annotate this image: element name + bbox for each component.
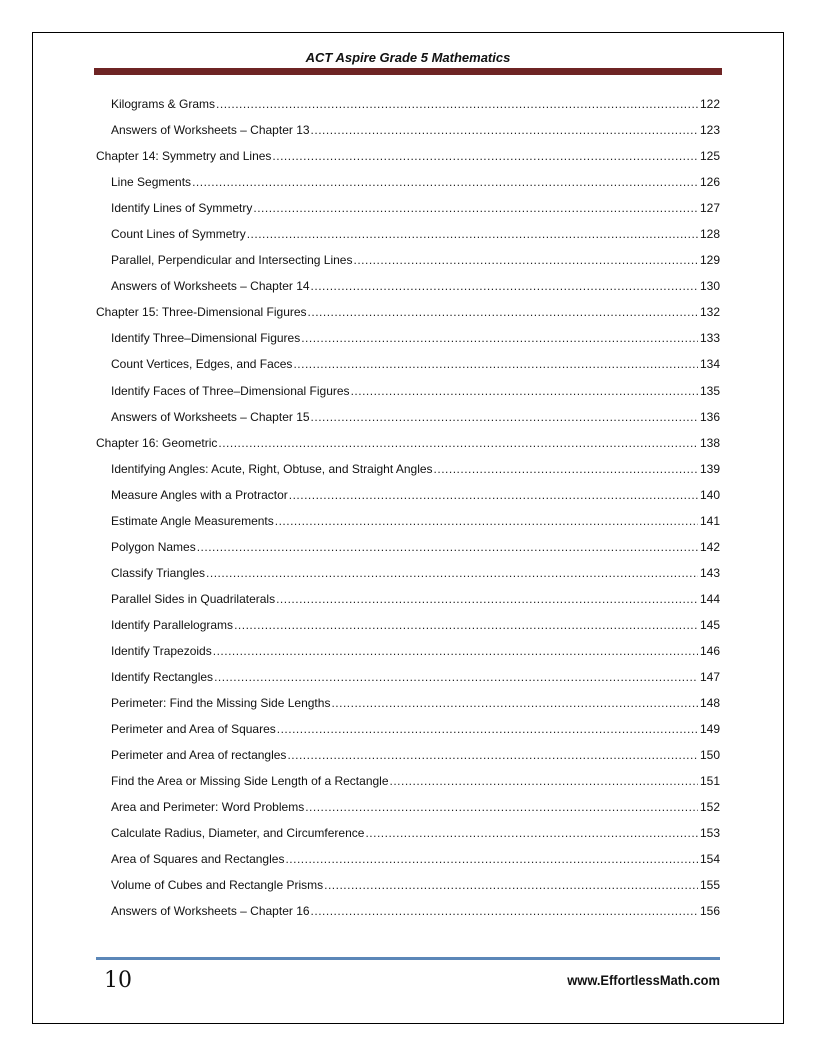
toc-entry-page: 127: [699, 201, 720, 216]
toc-entry-title: Perimeter and Area of Squares: [111, 722, 276, 737]
dot-leader: [197, 534, 698, 560]
toc-entry: [96, 768, 720, 794]
toc-entry-page: 147: [699, 670, 720, 685]
dot-leader: [324, 872, 698, 898]
dot-leader: [331, 690, 698, 716]
toc-entry-title: Answers of Worksheets – Chapter 15: [111, 409, 310, 424]
toc-entry: [96, 612, 720, 638]
toc-entry: [96, 456, 720, 482]
dot-leader: [272, 143, 698, 169]
dot-leader: [311, 117, 698, 143]
dot-leader: [218, 430, 698, 456]
toc-entry-page: 151: [699, 774, 720, 789]
toc-entry-page: 144: [699, 591, 720, 606]
toc-entry: [96, 404, 720, 430]
dot-leader: [390, 768, 698, 794]
toc-entry: [96, 794, 720, 820]
toc-entry: [96, 482, 720, 508]
toc-entry-title: Area of Squares and Rectangles: [111, 852, 285, 867]
toc-entry-title: Chapter 15: Three-Dimensional Figures: [96, 305, 307, 320]
header-rule: [94, 68, 722, 75]
toc-entry-page: 126: [699, 175, 720, 190]
dot-leader: [289, 482, 698, 508]
website-url: www.EffortlessMath.com: [567, 972, 720, 988]
toc-entry-page: 123: [699, 123, 720, 138]
dot-leader: [285, 846, 698, 872]
toc-entry-page: 156: [699, 904, 720, 919]
dot-leader: [275, 508, 698, 534]
toc-entry: [96, 638, 720, 664]
toc-entry-page: 140: [699, 487, 720, 502]
toc-entry: [96, 742, 720, 768]
toc-entry-title: Count Lines of Symmetry: [111, 227, 246, 242]
toc-entry-page: 129: [699, 253, 720, 268]
toc-entry-page: 141: [699, 513, 720, 528]
toc-entry-title: Parallel, Perpendicular and Intersecting Lines: [111, 253, 353, 268]
toc-entry: [96, 716, 720, 742]
toc-entry: [96, 690, 720, 716]
footer-rule: [96, 957, 720, 960]
toc-entry-title: Chapter 16: Geometric: [96, 435, 218, 450]
toc-entry-title: Identify Rectangles: [111, 670, 214, 685]
toc-entry-page: 136: [699, 409, 720, 424]
toc-entry-title: Chapter 14: Symmetry and Lines: [96, 149, 272, 164]
dot-leader: [234, 612, 698, 638]
toc-entry: [96, 195, 720, 221]
toc-entry: [96, 820, 720, 846]
toc-chapter-entry: [96, 430, 720, 456]
toc-entry-page: 149: [699, 722, 720, 737]
toc-entry-title: Perimeter: Find the Missing Side Lengths: [111, 696, 331, 711]
toc-entry-title: Calculate Radius, Diameter, and Circumference: [111, 826, 365, 841]
dot-leader: [351, 378, 698, 404]
toc-entry-title: Line Segments: [111, 175, 192, 190]
dot-leader: [277, 716, 698, 742]
toc-entry-title: Identify Faces of Three–Dimensional Figures: [111, 383, 350, 398]
toc-entry-title: Identify Trapezoids: [111, 643, 212, 658]
toc-entry-title: Answers of Worksheets – Chapter 13: [111, 123, 310, 138]
toc-entry-title: Find the Area or Missing Side Length of a Rectangle: [111, 774, 389, 789]
dot-leader: [276, 586, 698, 612]
toc-entry-title: Parallel Sides in Quadrilaterals: [111, 591, 276, 606]
dot-leader: [216, 91, 698, 117]
toc-entry-page: 146: [699, 643, 720, 658]
toc-entry: [96, 325, 720, 351]
toc-entry-page: 153: [699, 826, 720, 841]
toc-entry: [96, 221, 720, 247]
toc-entry-title: Identify Three–Dimensional Figures: [111, 331, 301, 346]
toc-entry-page: 142: [699, 539, 720, 554]
toc-entry-page: 150: [699, 748, 720, 763]
toc-entry: [96, 664, 720, 690]
toc-entry: [96, 351, 720, 377]
toc-entry-page: 125: [699, 149, 720, 164]
toc-entry: [96, 846, 720, 872]
dot-leader: [213, 638, 698, 664]
dot-leader: [214, 664, 698, 690]
dot-leader: [305, 794, 698, 820]
running-header: ACT Aspire Grade 5 Mathematics: [305, 50, 511, 65]
toc-entry-page: 132: [699, 305, 720, 320]
toc-entry-title: Identify Parallelograms: [111, 617, 234, 632]
toc-entry-title: Perimeter and Area of rectangles: [111, 748, 287, 763]
toc-entry-title: Identifying Angles: Acute, Right, Obtuse, and Straight Angles: [111, 461, 433, 476]
dot-leader: [247, 221, 698, 247]
toc-entry: [96, 169, 720, 195]
toc-entry: [96, 273, 720, 299]
toc-entry-page: 130: [699, 279, 720, 294]
dot-leader: [253, 195, 698, 221]
toc-entry-title: Estimate Angle Measurements: [111, 513, 274, 528]
toc-entry-page: 122: [699, 97, 720, 111]
toc-entry-page: 155: [699, 878, 720, 893]
toc-entry-title: Kilograms & Grams: [111, 97, 216, 111]
dot-leader: [308, 299, 698, 325]
toc-entry-title: Area and Perimeter: Word Problems: [111, 800, 305, 815]
toc-entry-page: 143: [699, 565, 720, 580]
toc-entry-title: Answers of Worksheets – Chapter 14: [111, 279, 310, 294]
dot-leader: [293, 351, 698, 377]
toc-entry: [96, 898, 720, 924]
toc-entry-title: Classify Triangles: [111, 565, 206, 580]
toc-entry: [96, 247, 720, 273]
page-number: 10: [104, 968, 132, 993]
toc-entry-title: Identify Lines of Symmetry: [111, 201, 253, 216]
toc-entry-page: 139: [699, 461, 720, 476]
toc-entry: [96, 508, 720, 534]
dot-leader: [434, 456, 698, 482]
toc-chapter-entry: [96, 143, 720, 169]
toc-entry-page: 148: [699, 696, 720, 711]
toc-entry-title: Volume of Cubes and Rectangle Prisms: [111, 878, 324, 893]
toc-entry-title: Measure Angles with a Protractor: [111, 487, 288, 502]
toc-entry-page: 145: [699, 617, 720, 632]
dot-leader: [311, 273, 698, 299]
toc-entry-page: 154: [699, 852, 720, 867]
dot-leader: [192, 169, 698, 195]
dot-leader: [301, 325, 698, 351]
toc-entry: [96, 91, 720, 117]
toc-entry-title: Count Vertices, Edges, and Faces: [111, 357, 293, 372]
dot-leader: [287, 742, 698, 768]
toc-entry: [96, 534, 720, 560]
toc-entry-page: 133: [699, 331, 720, 346]
toc-entry: [96, 378, 720, 404]
toc-entry: [96, 117, 720, 143]
toc-entry-title: Polygon Names: [111, 539, 196, 554]
toc-entry: [96, 560, 720, 586]
toc-entry: [96, 586, 720, 612]
dot-leader: [206, 560, 698, 586]
toc-entry-page: 138: [699, 435, 720, 450]
dot-leader: [365, 820, 698, 846]
toc-chapter-entry: [96, 299, 720, 325]
dot-leader: [311, 404, 698, 430]
toc-entry-title: Answers of Worksheets – Chapter 16: [111, 904, 310, 919]
toc-entry-page: 152: [699, 800, 720, 815]
toc-entry: [96, 872, 720, 898]
table-of-contents: [96, 91, 720, 925]
toc-entry-page: 134: [699, 357, 720, 372]
dot-leader: [353, 247, 697, 273]
dot-leader: [311, 898, 698, 924]
toc-entry-page: 135: [699, 383, 720, 398]
toc-entry-page: 128: [699, 227, 720, 242]
